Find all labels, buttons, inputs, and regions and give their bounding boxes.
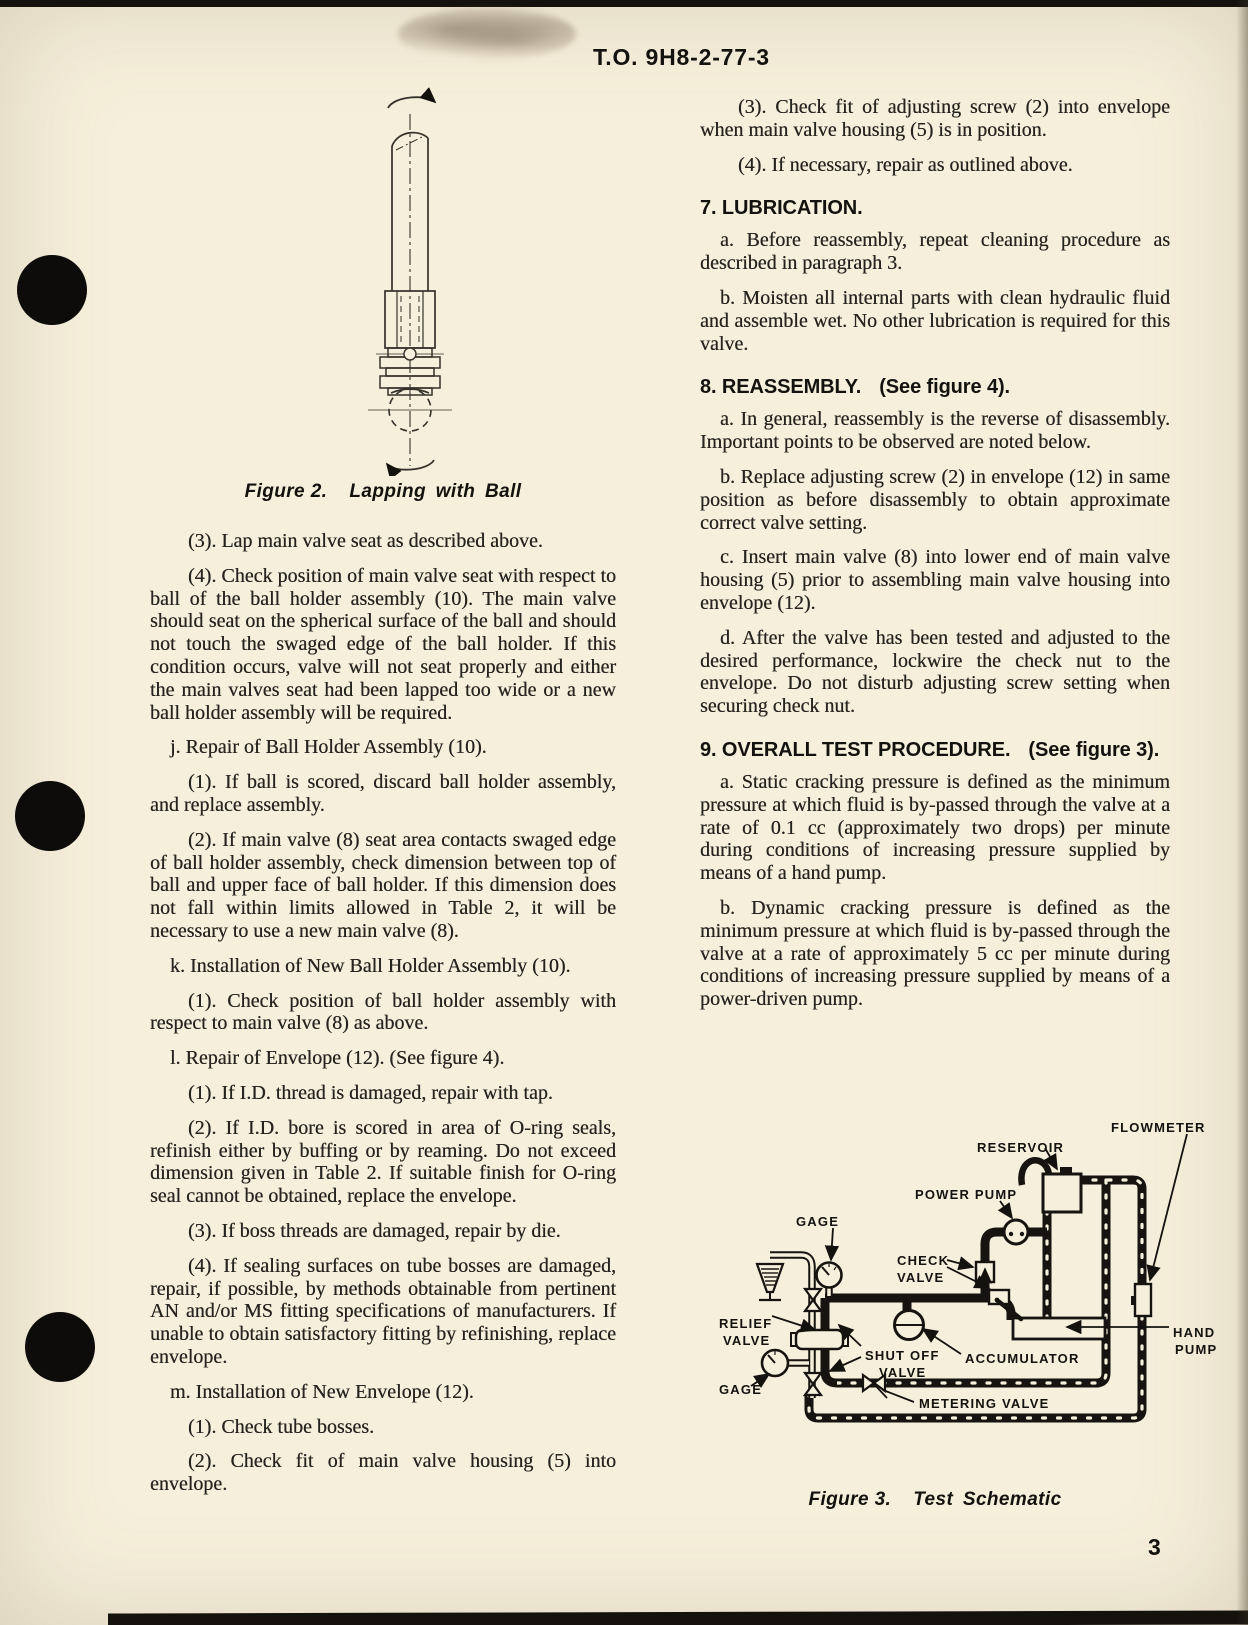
- right-column: [700, 96, 1170, 1023]
- scan-edge-right: [1236, 0, 1248, 1625]
- paragraph: b. Replace adjusting screw (2) in envelope (12) in same position as before disassembly to obtain approximate correct valve setting.: [700, 465, 1170, 534]
- label-check-valve: VALVE: [897, 1270, 945, 1285]
- punch-hole: [17, 255, 87, 325]
- paragraph: b. Dynamic cracking pressure is defined as the minimum pressure at which fluid is by-passed through the valve at a rate of approximately 5 cc per minute during conditions of increasing pressure supplied by means of a power-driven pump.: [700, 896, 1170, 1011]
- rotation-arrow-top-icon: [388, 97, 435, 108]
- label-hand-pump: HAND: [1173, 1325, 1216, 1340]
- shut-off-valve-lower: [805, 1373, 821, 1395]
- pressure-gage-lower: [762, 1350, 788, 1376]
- label-gage-upper: GAGE: [796, 1214, 840, 1229]
- figure3-caption-label: Figure 3.: [808, 1489, 892, 1510]
- figure3-caption-title: Test Schematic: [913, 1489, 1062, 1510]
- page-title: T.O. 9H8-2-77-3: [593, 44, 770, 70]
- collector-funnel: [757, 1264, 783, 1300]
- figure2-caption-title: Lapping with Ball: [349, 481, 522, 502]
- punch-hole: [25, 1312, 95, 1382]
- paragraph: (4). Check position of main valve seat with respect to ball of the ball holder assembly (10). The main valve should seat on the spherical surface of the ball and should not touch the swaged edge of the ball holder. If this condition occurs, valve will not seat properly and either the main valves seat had been lapped too wide or a new ball holder assembly will be required.: [150, 564, 616, 724]
- paragraph: a. Static cracking pressure is defined as the minimum pressure at which fluid is by-passed through the valve at a rate of 0.1 cc (approximately two drops) per minute during conditions of increasing pressure supplied by means of a hand pump.: [700, 770, 1170, 885]
- accumulator: [895, 1311, 924, 1340]
- paragraph: (4). If sealing surfaces on tube bosses are damaged, repair, if possible, by methods obtainable from pertinent AN and/or MS fitting specifications of manufacturers. If unable to obtain satisfactory fitting by refinishing, replace envelope.: [150, 1254, 616, 1368]
- paragraph: (3). If boss threads are damaged, repair by die.: [188, 1219, 561, 1242]
- cross-pin-hole: [404, 348, 416, 360]
- figure2-caption-label: Figure 2.: [244, 481, 328, 502]
- paragraph: b. Moisten all internal parts with clean hydraulic fluid and assemble wet. No other lubrication is required for this valve.: [700, 286, 1170, 355]
- paragraph: d. After the valve has been tested and adjusted to the desired performance, lockwire the check nut to the envelope. Do not disturb adjusting screw setting when securing check nut.: [700, 626, 1170, 718]
- paragraph: (2). If main valve (8) seat area contacts swaged edge of ball holder assembly, check dimension between top of ball and upper face of ball holder. If this dimension does not fall within limits allowed in Table 2, it will be necessary to use a new main valve (8).: [150, 828, 616, 942]
- label-metering-valve: METERING VALVE: [919, 1396, 1050, 1411]
- scan-edge-top: [0, 0, 1248, 7]
- paragraph: m. Installation of New Envelope (12).: [170, 1380, 474, 1403]
- flowmeter: [1131, 1284, 1151, 1316]
- power-pump: [1004, 1220, 1028, 1244]
- section-heading-text: 7. LUBRICATION.: [700, 197, 863, 220]
- label-check-valve: CHECK: [897, 1253, 950, 1268]
- paragraph: (4). If necessary, repair as outlined above.: [738, 153, 1073, 176]
- paragraph: (3). Lap main valve seat as described above.: [188, 530, 543, 552]
- section-heading-text: 9. OVERALL TEST PROCEDURE.: [700, 738, 1011, 761]
- label-gage-lower: GAGE: [719, 1382, 763, 1397]
- ink-smudge: [398, 8, 576, 60]
- label-relief-valve: VALVE: [723, 1333, 771, 1348]
- paragraph: (3). Check fit of adjusting screw (2) into envelope when main valve housing (5) is in position.: [700, 96, 1170, 141]
- paragraph: (2). If I.D. bore is scored in area of O-ring seals, refinish either by buffing or by reaming. Do not exceed dimension given in Table 2. If suitable finish for O-ring seal cannot be obtained, replace the envelope.: [150, 1116, 616, 1208]
- reservoir: [1043, 1174, 1081, 1212]
- label-power-pump: POWER PUMP: [915, 1187, 1018, 1202]
- section-heading-test-procedure: [700, 738, 1170, 762]
- label-flowmeter: FLOWMETER: [1111, 1120, 1206, 1135]
- label-accumulator: ACCUMULATOR: [965, 1351, 1080, 1366]
- label-shut-off-valve: SHUT OFF: [865, 1348, 940, 1363]
- paragraph: (1). If ball is scored, discard ball holder assembly, and replace assembly.: [150, 771, 616, 816]
- paragraph: c. Insert main valve (8) into lower end of main valve housing (5) prior to assembling main valve housing into envelope (12).: [700, 546, 1170, 614]
- paragraph: (2). Check fit of main valve housing (5) into envelope.: [150, 1450, 616, 1496]
- figure2-caption: [150, 481, 616, 503]
- paragraph: (1). Check tube bosses.: [188, 1415, 375, 1438]
- section-heading-text: 8. REASSEMBLY.: [700, 376, 862, 399]
- paragraph: a. In general, reassembly is the reverse of disassembly. Important points to be observed are noted below.: [700, 408, 1170, 454]
- figure3-caption: [700, 1489, 1170, 1511]
- page-number: 3: [1148, 1534, 1161, 1560]
- scan-edge-bottom: [108, 1610, 1248, 1625]
- section-heading-reassembly: [700, 375, 1170, 399]
- paragraph: a. Before reassembly, repeat cleaning procedure as described in paragraph 3.: [700, 229, 1170, 275]
- rotation-arrow-bottom-icon: [387, 460, 434, 470]
- paragraph: k. Installation of New Ball Holder Assembly (10).: [170, 954, 571, 977]
- label-reservoir: RESERVOIR: [977, 1140, 1065, 1155]
- shut-off-valve-upper: [805, 1289, 821, 1311]
- paragraph: (1). Check position of ball holder assembly with respect to main valve (8) as above.: [150, 989, 616, 1035]
- label-shut-off-valve: VALVE: [879, 1365, 927, 1380]
- section-heading-lubrication: [700, 196, 1170, 220]
- figure2-lapping-diagram: [330, 86, 575, 476]
- pressure-gage-upper: [817, 1263, 842, 1288]
- paragraph: l. Repair of Envelope (12). (See figure 4).: [170, 1047, 505, 1070]
- section-heading-figure-ref: (See figure 4).: [879, 376, 1011, 399]
- figure3-test-schematic: [683, 1068, 1243, 1438]
- section-heading-figure-ref: (See figure 3).: [1028, 738, 1160, 761]
- left-column: [150, 530, 616, 1508]
- label-relief-valve: RELIEF: [719, 1316, 773, 1331]
- relief-valve: [791, 1330, 848, 1349]
- reservoir-cap: [1060, 1167, 1072, 1174]
- paragraph: (1). If I.D. thread is damaged, repair with tap.: [188, 1081, 553, 1104]
- label-hand-pump: PUMP: [1175, 1342, 1218, 1357]
- paragraph: j. Repair of Ball Holder Assembly (10).: [170, 736, 487, 759]
- punch-hole: [15, 781, 85, 851]
